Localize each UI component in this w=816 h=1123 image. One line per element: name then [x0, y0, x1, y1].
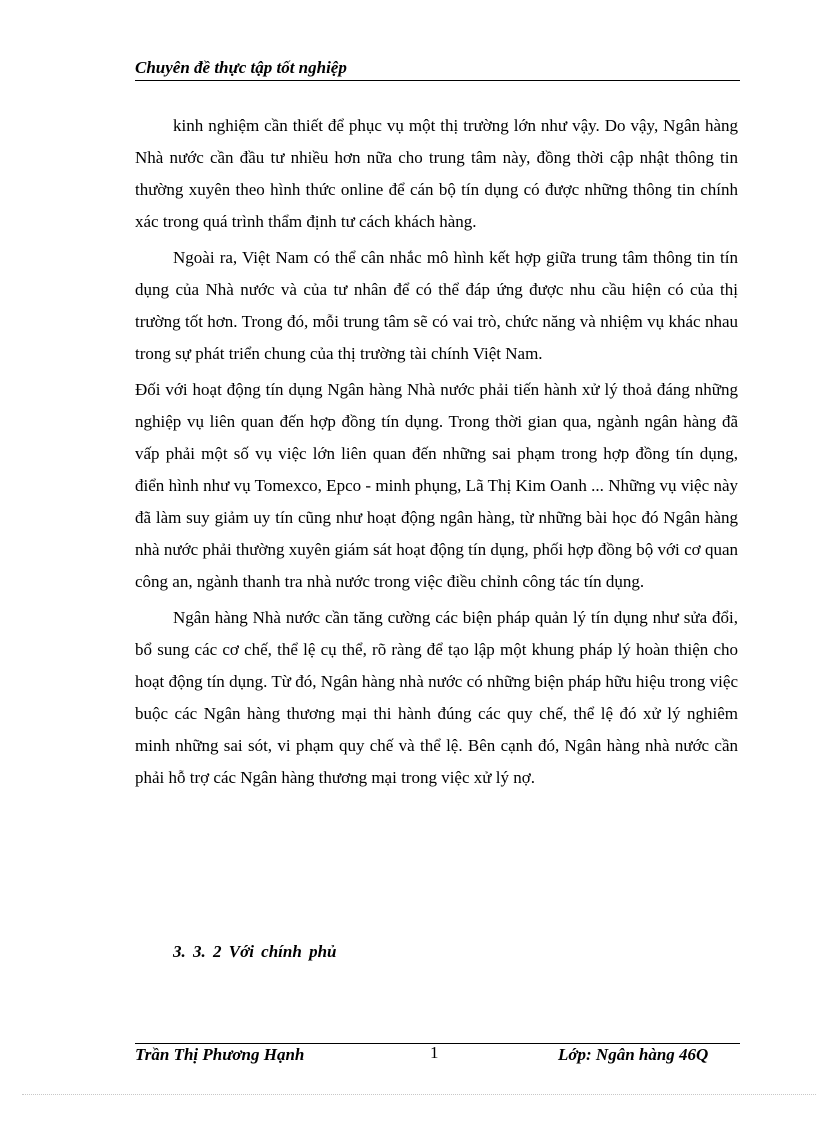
- footer-author: Trần Thị Phương Hạnh: [135, 1045, 305, 1064]
- paragraph-4: Ngân hàng Nhà nước cần tăng cường các biện pháp quản lý tín dụng như sửa đổi, bổ sung các cơ chế, thể lệ cụ thể, rõ ràng để tạo lập một khung pháp lý hoàn thiện cho hoạt động tín dụng. Từ đó, Ngân hàng nhà nước có những biện pháp hữu hiệu trong việc buộc các Ngân hàng thương mại thi hành đúng các quy chế, thể lệ đó xử lý nghiêm minh những sai sót, vi phạm quy chế và thể lệ. Bên cạnh đó, Ngân hàng nhà nước cần phải hỗ trợ các Ngân hàng thương mại trong việc xử lý nợ.: [135, 608, 738, 787]
- running-header-title: Chuyên đề thực tập tốt nghiệp: [135, 58, 347, 77]
- paragraph-1: kinh nghiệm cần thiết để phục vụ một thị trường lớn như vậy. Do vậy, Ngân hàng Nhà nước cần đầu tư nhiều hơn nữa cho trung tâm này, đồng thời cập nhật thông tin thường xuyên theo hình thức online để cán bộ tín dụng có được những thông tin chính xác trong quá trình thẩm định tư cách khách hàng.: [135, 116, 738, 231]
- paragraph-2: Ngoài ra, Việt Nam có thể cân nhắc mô hình kết hợp giữa trung tâm thông tin tín dụng của Nhà nước và của tư nhân để có thể đáp ứng được nhu cầu hiện có của thị trường tốt hơn. Trong đó, mỗi trung tâm sẽ có vai trò, chức năng và nhiệm vụ khác nhau trong sự phát triển chung của thị trường tài chính Việt Nam.: [135, 248, 738, 363]
- paragraph-3: Đối với hoạt động tín dụng Ngân hàng Nhà nước phải tiến hành xử lý thoả đáng những nghiệp vụ liên quan đến hợp đồng tín dụng. Trong thời gian qua, ngành ngân hàng đã vấp phải một số vụ việc lớn liên quan đến những sai phạm trong hợp đồng tín dụng, điển hình như vụ Tomexco, Epco - minh phụng, Lã Thị Kim Oanh ... Những vụ việc này đã làm suy giảm uy tín cũng như hoạt động ngân hàng, từ những bài học đó Ngân hàng nhà nước phải thường xuyên giám sát hoạt động tín dụng, phối hợp đồng bộ với cơ quan công an, ngành thanh tra nhà nước trong việc điều chỉnh công tác tín dụng.: [135, 380, 738, 591]
- section-heading: 3. 3. 2 Với chính phủ: [173, 942, 337, 961]
- page-number: 1: [430, 1043, 439, 1062]
- page-edge-divider: [22, 1094, 816, 1095]
- footer-class-label: Lớp: Ngân hàng 46Q: [558, 1045, 709, 1064]
- body-text: [135, 110, 738, 798]
- header-rule: [135, 80, 740, 81]
